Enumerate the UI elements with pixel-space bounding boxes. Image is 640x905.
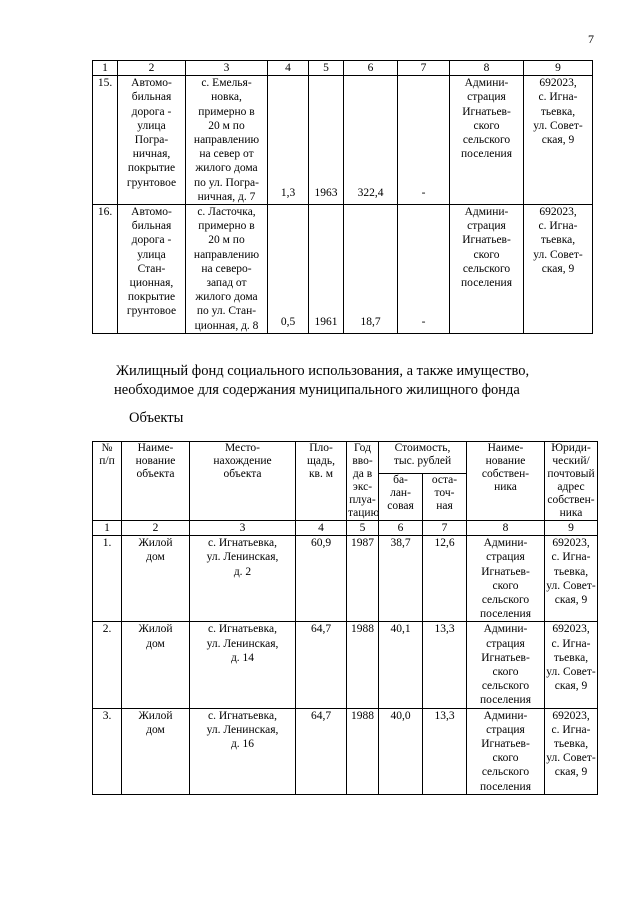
cell-address-line: ская, 9 <box>541 134 575 147</box>
cell-address-line: с. Игна- <box>551 723 591 736</box>
cell-balance: 38,7 <box>379 536 423 622</box>
cell-address <box>545 708 598 794</box>
cell-address-line: 692023, <box>552 537 590 550</box>
cell-address-line: 692023, <box>552 623 590 636</box>
cell-name <box>118 205 186 334</box>
cell-address-line: тьевка, <box>540 105 576 118</box>
cell-name-line: дом <box>146 637 165 650</box>
col-num: 3 <box>186 61 268 76</box>
column-number-row <box>93 521 598 536</box>
cell-location-line: с. Игнатьевка, <box>207 709 278 722</box>
cell-address-line: 692023, <box>539 206 577 219</box>
table-row <box>93 76 593 205</box>
col-num: 9 <box>545 521 598 536</box>
cell-location-line: запад от <box>206 277 247 290</box>
cell-owner-line: сельского <box>462 134 511 147</box>
cell-owner-line: страция <box>467 220 506 233</box>
cell-address-line: ул. Совет- <box>533 119 583 132</box>
cell-no: 16. <box>93 205 118 334</box>
cell-owner-line: Игнатьев- <box>481 738 530 751</box>
cell-address-line: тьевка, <box>540 234 576 247</box>
cell-owner-line: страция <box>486 723 525 736</box>
cell-address <box>524 205 593 334</box>
header-line: собствен- <box>547 494 595 506</box>
cell-area: 1,3 <box>268 76 309 205</box>
header-line: кв. м <box>308 468 334 480</box>
table-row <box>93 536 598 622</box>
cell-owner-line: Админи- <box>464 206 509 219</box>
cell-owner-line: сельского <box>481 594 530 607</box>
cell-location-line: направлению <box>193 248 260 261</box>
cell-location-line: 20 м по <box>208 119 245 132</box>
cell-address-line: ул. Совет- <box>546 666 596 679</box>
cell-location-line: новка, <box>211 91 242 104</box>
header-line: Год <box>354 442 371 454</box>
cell-owner-line: страция <box>486 551 525 564</box>
cell-owner-line: ского <box>492 579 519 592</box>
cell-location-line: с. Игнатьевка, <box>207 623 278 636</box>
cell-location <box>190 708 296 794</box>
cell-address <box>524 76 593 205</box>
cell-residual: - <box>398 76 450 205</box>
cell-name-line: грунтовое <box>126 305 177 318</box>
col-num: 2 <box>122 521 190 536</box>
cell-name-line: Жилой <box>138 537 173 550</box>
header-line: нование <box>485 455 526 467</box>
cell-name-line: бильная <box>131 91 172 104</box>
cell-address-line: ская, 9 <box>541 262 575 275</box>
cell-address-line: ул. Совет- <box>546 579 596 592</box>
cell-address-line: 692023, <box>539 77 577 90</box>
header-line: тыс. рублей <box>393 455 452 467</box>
cell-owner <box>450 76 524 205</box>
cell-location-line: жилого дома <box>195 162 258 175</box>
cell-address-line: ская, 9 <box>554 680 588 693</box>
roads-table <box>92 60 593 334</box>
page-number: 7 <box>588 32 594 46</box>
cell-address-line: с. Игна- <box>538 220 578 233</box>
header-line: № <box>101 442 113 454</box>
cell-owner-line: ского <box>492 752 519 765</box>
cell-location-line: с. Емелья- <box>201 77 252 90</box>
col-num: 1 <box>93 521 122 536</box>
cell-owner-line: Игнатьев- <box>462 105 511 118</box>
cell-location-line: ул. Ленинская, <box>206 723 279 736</box>
header-area <box>296 442 347 521</box>
cell-location-line: по ул. Стан- <box>196 305 257 318</box>
cell-location-line: с. Ласточка, <box>197 206 256 219</box>
cell-year: 1961 <box>309 205 344 334</box>
cell-owner-line: Игнатьев- <box>462 234 511 247</box>
cell-area: 0,5 <box>268 205 309 334</box>
cell-address-line: тьевка, <box>553 738 589 751</box>
header-line: лан- <box>390 486 411 499</box>
housing-table <box>92 441 598 795</box>
header-line: Юриди- <box>551 442 591 454</box>
cell-address-line: 692023, <box>552 709 590 722</box>
cell-location-line: с. Игнатьевка, <box>207 537 278 550</box>
cell-owner-line: сельского <box>481 766 530 779</box>
header-line: п/п <box>99 455 115 467</box>
header-line: ная <box>436 499 453 512</box>
col-num: 5 <box>347 521 379 536</box>
cell-address <box>545 536 598 622</box>
cell-owner-line: Игнатьев- <box>481 651 530 664</box>
col-num: 2 <box>118 61 186 76</box>
column-number-row <box>93 61 593 76</box>
cell-location-line: ничная, д. 7 <box>197 190 256 203</box>
cell-name-line: дорога - <box>131 234 172 247</box>
cell-no: 3. <box>93 708 122 794</box>
col-num: 1 <box>93 61 118 76</box>
cell-name-line: Жилой <box>138 709 173 722</box>
cell-year: 1988 <box>347 708 379 794</box>
cell-year: 1963 <box>309 76 344 205</box>
cell-name-line: ционная, <box>129 277 174 290</box>
cell-area: 60,9 <box>296 536 347 622</box>
header-line: плуа- <box>349 494 376 506</box>
cell-name-line: Автомо- <box>131 206 172 219</box>
header-line: экс- <box>352 481 373 493</box>
cell-address <box>545 622 598 708</box>
cell-name-line: покрытие <box>127 162 176 175</box>
cell-name-line: грунтовое <box>126 176 177 189</box>
cell-location <box>186 205 268 334</box>
cell-location-line: примерно в <box>198 105 255 118</box>
header-line: да в <box>352 468 373 480</box>
header-cost <box>379 442 467 474</box>
header-year <box>347 442 379 521</box>
col-num: 4 <box>268 61 309 76</box>
cell-name-line: улица <box>137 119 166 132</box>
header-line: вво- <box>352 455 373 467</box>
header-name <box>122 442 190 521</box>
header-line: Место- <box>224 442 261 454</box>
cell-balance: 322,4 <box>344 76 398 205</box>
cell-location <box>186 76 268 205</box>
cell-address-line: ул. Совет- <box>546 752 596 765</box>
cell-location <box>190 622 296 708</box>
col-num: 8 <box>467 521 545 536</box>
cell-location-line: ционная, д. 8 <box>194 319 259 332</box>
header-line: нахождение <box>213 455 272 467</box>
cell-owner-line: поселения <box>461 277 512 290</box>
cell-address-line: ул. Совет- <box>533 248 583 261</box>
cell-name-line: дом <box>146 723 165 736</box>
cell-owner-line: поселения <box>461 148 512 161</box>
cell-location-line: д. 2 <box>233 565 252 578</box>
cell-address-line: тьевка, <box>553 565 589 578</box>
header-owner <box>467 442 545 521</box>
cell-owner-line: Админи- <box>464 77 509 90</box>
cell-name-line: Автомо- <box>131 77 172 90</box>
cell-location-line: ул. Ленинская, <box>206 637 279 650</box>
heading-line: Жилищный фонд социального использования, а также имущество, <box>116 363 530 379</box>
col-num: 8 <box>450 61 524 76</box>
header-line: Наиме- <box>137 442 174 454</box>
cell-owner-line: поселения <box>480 780 531 793</box>
header-line: оста- <box>431 473 458 486</box>
cell-balance: 40,1 <box>379 622 423 708</box>
cell-location-line: направлению <box>193 134 260 147</box>
cell-residual: 13,3 <box>423 622 467 708</box>
header-line: почтовый <box>547 468 595 480</box>
cell-name-line: покрытие <box>127 291 176 304</box>
header-balance <box>379 473 423 520</box>
cell-name <box>122 536 190 622</box>
cell-address-line: ская, 9 <box>554 766 588 779</box>
cell-owner-line: страция <box>486 637 525 650</box>
header-line: нование <box>135 455 176 467</box>
header-residual <box>423 473 467 520</box>
cell-owner-line: Админи- <box>483 623 528 636</box>
cell-owner <box>450 205 524 334</box>
cell-owner-line: страция <box>467 91 506 104</box>
cell-owner-line: Админи- <box>483 709 528 722</box>
header-line: тацию <box>348 507 380 519</box>
cell-owner-line: сельского <box>481 680 530 693</box>
cell-residual: - <box>398 205 450 334</box>
cell-balance: 18,7 <box>344 205 398 334</box>
cell-no: 1. <box>93 536 122 622</box>
header-line: щадь, <box>307 455 335 467</box>
header-line: объекта <box>136 468 175 480</box>
header-line: Пло- <box>309 442 333 454</box>
cell-name-line: Жилой <box>138 623 173 636</box>
cell-owner-line: ского <box>473 248 500 261</box>
cell-location-line: 20 м по <box>208 234 245 247</box>
table-row <box>93 205 593 334</box>
cell-owner-line: поселения <box>480 608 531 621</box>
cell-location <box>190 536 296 622</box>
cell-location-line: примерно в <box>198 220 255 233</box>
cell-name-line: дом <box>146 551 165 564</box>
col-num: 4 <box>296 521 347 536</box>
cell-address-line: с. Игна- <box>551 551 591 564</box>
cell-year: 1988 <box>347 622 379 708</box>
cell-balance: 40,0 <box>379 708 423 794</box>
table-row <box>93 622 598 708</box>
cell-location-line: д. 14 <box>230 651 255 664</box>
cell-name-line: Погра- <box>134 134 169 147</box>
heading-line: необходимое для содержания муниципального жилищного фонда <box>114 382 520 398</box>
cell-name-line: Стан- <box>137 262 166 275</box>
cell-owner-line: сельского <box>462 262 511 275</box>
cell-location-line: по ул. Погра- <box>194 176 259 189</box>
cell-address-line: с. Игна- <box>551 637 591 650</box>
cell-location-line: ул. Ленинская, <box>206 551 279 564</box>
cell-owner-line: Игнатьев- <box>481 565 530 578</box>
col-num: 6 <box>344 61 398 76</box>
col-num: 3 <box>190 521 296 536</box>
cell-location-line: жилого дома <box>195 291 258 304</box>
section-heading <box>116 362 529 400</box>
cell-name-line: улица <box>137 248 166 261</box>
header-no <box>93 442 122 521</box>
header-line: Наиме- <box>487 442 524 454</box>
objects-subheading: Объекты <box>129 410 184 426</box>
col-num: 5 <box>309 61 344 76</box>
table-row <box>93 708 598 794</box>
header-line: ника <box>559 507 583 519</box>
cell-address-line: ская, 9 <box>554 594 588 607</box>
header-line: объекта <box>223 468 262 480</box>
cell-owner <box>467 622 545 708</box>
header-line: совая <box>387 499 414 512</box>
header-line: точ- <box>434 486 455 499</box>
cell-name-line: бильная <box>131 220 172 233</box>
cell-address-line: тьевка, <box>553 651 589 664</box>
cell-name-line: ничная, <box>132 148 171 161</box>
cell-name-line: дорога - <box>131 105 172 118</box>
cell-no: 15. <box>93 76 118 205</box>
header-location <box>190 442 296 521</box>
cell-name <box>122 708 190 794</box>
cell-owner-line: ского <box>492 666 519 679</box>
cell-no: 2. <box>93 622 122 708</box>
cell-owner-line: ского <box>473 119 500 132</box>
cell-name <box>118 76 186 205</box>
cell-location-line: на северо- <box>201 262 252 275</box>
header-address <box>545 442 598 521</box>
col-num: 7 <box>398 61 450 76</box>
cell-area: 64,7 <box>296 622 347 708</box>
cell-owner-line: Админи- <box>483 537 528 550</box>
col-num: 6 <box>379 521 423 536</box>
cell-owner <box>467 536 545 622</box>
cell-residual: 12,6 <box>423 536 467 622</box>
cell-location-line: на север от <box>199 148 254 161</box>
cell-area: 64,7 <box>296 708 347 794</box>
header-line: ба- <box>393 473 408 486</box>
cell-owner-line: поселения <box>480 694 531 707</box>
header-line: ческий/ <box>552 455 590 467</box>
cell-address-line: с. Игна- <box>538 91 578 104</box>
header-line: ника <box>494 481 517 493</box>
header-line: собствен- <box>481 468 530 480</box>
cell-owner <box>467 708 545 794</box>
cell-residual: 13,3 <box>423 708 467 794</box>
cell-year: 1987 <box>347 536 379 622</box>
col-num: 9 <box>524 61 593 76</box>
cell-location-line: д. 16 <box>230 738 255 751</box>
header-line: адрес <box>557 481 585 493</box>
cell-name <box>122 622 190 708</box>
col-num: 7 <box>423 521 467 536</box>
header-line: Стоимость, <box>394 442 451 454</box>
header-row <box>93 442 598 474</box>
